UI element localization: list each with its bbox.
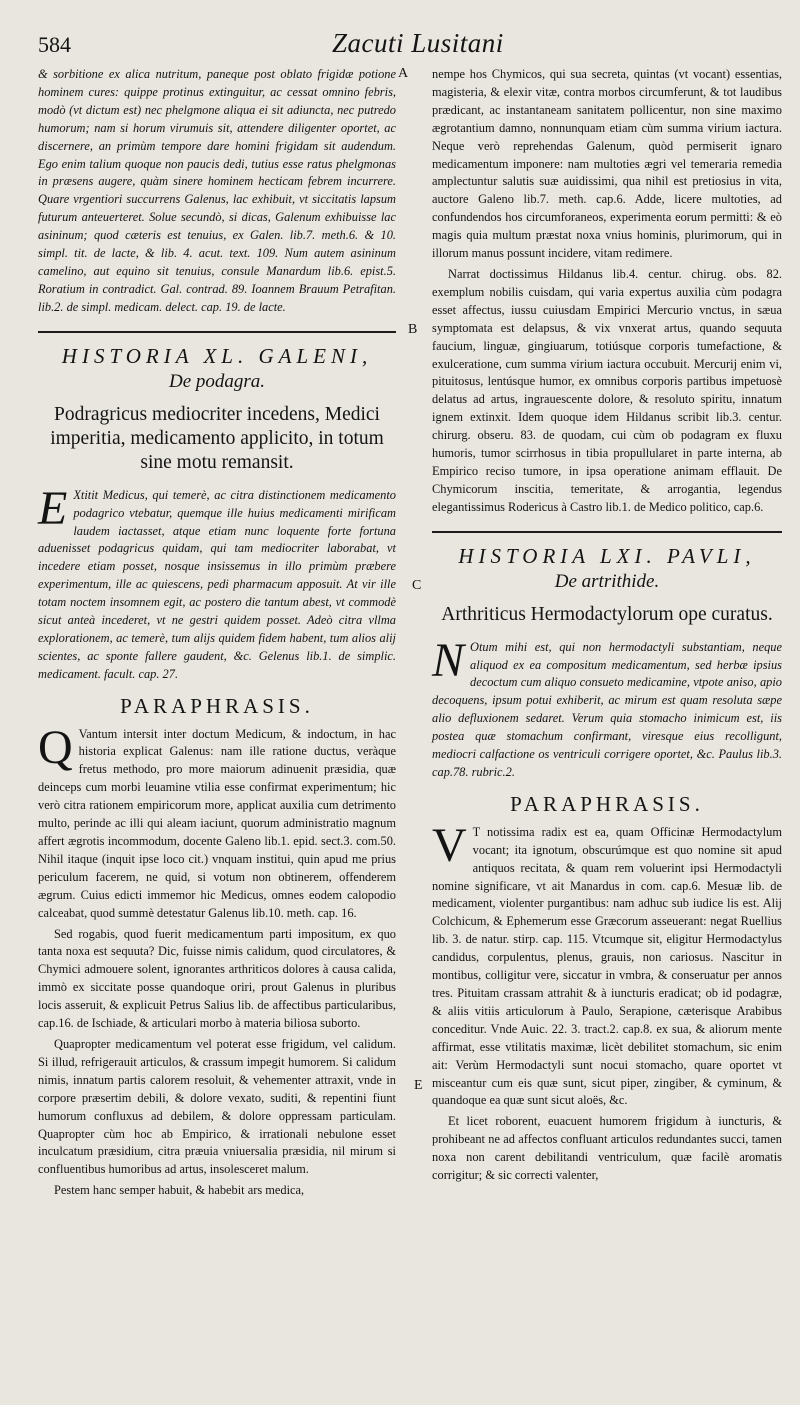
paraphrasis-paragraph-1 [38, 720, 396, 923]
section-rule [432, 531, 782, 533]
history-text [432, 633, 782, 782]
section-rule [38, 331, 396, 333]
paraphrasis-heading: PARAPHRASIS. [510, 791, 704, 816]
drop-cap: N [432, 633, 465, 687]
right-column [432, 66, 782, 1188]
history-title: Arthriticus Hermodactylorum ope curatus. [441, 603, 773, 625]
margin-letter-c: C [412, 578, 422, 593]
right-paragraph-1: nempe hos Chymicos, qui sua secreta, quintas (vt vocant) essentias, magisteria, & elexir vitæ, contra morbos circumferunt, & tot laudibus prædicant, ac instantaneam sanitatem pollicentur, non sine maximo ægrotantium damno, nonnunquam etiam cùm summa virium iactura. Neque verò reprehendas Galenum, quòd permiserit ignaro medicamentum imponere: nam multoties ægri vel temeraria remedia amplectuntur salutis suæ auidissimi, qua nihil est pretiosius in vita, auctore Galeno lib.7. meth. cap.6. Adde, licere multoties, ad confundendos hos circumforaneos, experimenta eorum permitti: & eò magis quia multum præstat noxa vnius hominis, plurimorum, qui in illorum manus possunt incidere, vitam redimere. [432, 67, 782, 261]
history-title: Podragricus mediocriter incedens, Medici imperitia, medicamento applicito, in totum sine motu remansit. [50, 403, 384, 473]
paraphrasis-paragraph-4: Pestem hanc semper habuit, & habebit ars medica, [54, 1183, 305, 1198]
margin-letter-b: B [408, 322, 418, 337]
page-number: 584 [38, 32, 71, 57]
left-paragraph-1: & sorbitione ex alica nutritum, paneque post oblato frigidæ potione hominem cures: quippe protinus extinguitur, ac cessat omnino febris, modò (vt dictum est) nec phelgmone aliqua ei sit adiuncta, nec putredo humorum; nam si horum virumuis sit, attendere diligenter oportet, ac discernere, an primùm tempore dare homini frigidam sit audendum. Ego enim talium quoque non paucis dedi, tutius esse ratus phelgmonas in præsens augere, quàm sinere hominem hecticam febrem incurrere. Quare vrgentiori succurrens Galenus, lac exhibuit, vt siccitatis lapsum futurum anteuerteret. Solue secundò, si dicas, Galenum exhibuisse lac asininum; quod cæteris est tenuius, ex Galen. lib.7. meth.6. & 10. simpl. tit. de lacte, & lib. 4. acut. text. 109. Num autem asininum camelino, aut equino sit tenuius, consule Manardum lib.6. epist.5. Roratium in contradict. Gal. contrad. 89. Ioannem Brauum Petrafitan. lib.2. de simpl. medicam. delect. cap. 19. de lacte. [38, 67, 396, 314]
paraphrasis-heading: PARAPHRASIS. [120, 693, 314, 718]
history-text-body: Otum mihi est, qui non hermodactyli substantiam, neque aliquod ex ea compositum medicamentum, sed herbæ ipsius decoctum cum aliquo consueto medicamine, vtpote aniso, apio decoquens, ipsum potui exhiberit, ac mirum est quam resoluta sæpe alio defluxionem sedaret. Verum quia stomacho inimicum est, iis postea quæ stomachum confirmant, viresque eius recolligunt, mediocri calfactione os ventriculi corrigere oportet, &c. Paulus lib.3. cap.78. rubric.2. [432, 639, 782, 779]
history-subheading: De podagra. [168, 370, 266, 392]
drop-cap: E [38, 481, 68, 535]
paraphrasis-paragraph-3: Quapropter medicamentum vel poterat esse frigidum, vel calidum. Si illud, refrigerauit articulos, & crassum impegit humorem. Si calidum nimis, innatum partis calorem resoluit, & vehementer attraxit, vnde in corpore præsertim debili, & dolore vexato, suditi, & repentini fiunt humorum confluxus ad debilem, & dolore oppressam particulam. Quapropter cùm hoc ab Empirico, & irrationali nebulone esset inculcatum præsidium, citra præuia vniuersalia præsidia, nil mirum si confluentibus humoribus ad artus, insolesceret malum. [38, 1036, 396, 1177]
running-title: Zacuti Lusitani [332, 28, 504, 58]
paraphrasis-paragraph-1 [432, 818, 782, 1111]
paraphrasis-paragraph-2: Sed rogabis, quod fuerit medicamentum parti impositum, ex quo tanta noxa est sequuta? Dic, fuisse nimis calidum, quod circulatores, & Chymici admouere solent, ignorantes arthriticos dolores à causa calida, immò ex siccitate posse quandoque oriri, prout Galenus in pluribus locis asseruit, & explicuit Petrus Salius lib. de affectibus particularibus, cap.16. de Ischiade, & articulari morbo à materia biliosa suborto. [38, 926, 396, 1031]
right-paragraph-2: Narrat doctissimus Hildanus lib.4. centur. chirug. obs. 82. exemplum nobilis cuisdam, qui varia expertus auxilia cùm podagra esset affectus, iussu cuiusdam Empirici Mercurio vnctus, in sæua symptomata est delapsus, & vix vnxerat artus, quando sequuta faucium, linguæ, gingiuarum, totiúsque corporis tumefactione, & exulceratione, cum summa virium iactura occubuit. Mercurij enim vi, pituitosus, lentúsque humor, ex omnibus corporis partibus impetuosè delatus ad artus, ingrauescente dolore, & resoluto spiritu, innatum ignem extinxit. Idem quoque idem Hildanus scribit lib.3. centur. chirurg. obseru. 83. de quodam, cui cùm ob podagram ex fluxu humoris, tumor scirrhosus in tibia propullularet in parte interna, ab Empirico reciso tumore, in ipsa operatione animam efflauit. De Chymicorum inscitia, temeritate, & arrogantia, legendus elegantissimus Rodericus à Castro lib.1. de Medico politico, cap.6. [432, 266, 782, 514]
margin-letter-e: E [414, 1078, 423, 1093]
paraphrasis-paragraph-1-body: T notissima radix est ea, quam Officinæ Hermodactylum vocant; ita ignotum, obscurúmque est quo nomine sit apud antiquos recitata, & quam rem voluerint ipsi Hermodactyli nomine significare, vt ait Manardus in com. cap.6. Mesuæ lib. de medicament, violenter purgantibus: nam adhuc sub iudice lis est. Alij Colchicum, & Ephemerum esse Græcorum asseuerant: negat Ruellius lib. 3. de natur. stirp. cap. 115. Vtcumque sit, eligitur Hermodactylus candidus, corpulentus, plenus, grauis, non cariosus. Nascitur in montibus, colligitur vere, siccatur in vmbra, & conseruatur per annos tres. Pituitam crassam attrahit & à iuncturis eradicat; ob id podagræ, & aliis vitiis articulorum à Paulo, Serapione, cæterisque Arabibus conceditur. Vnde Auic. 22. 3. tract.2. cap.8. ex sua, & aliorum mente affirmat, esse vtilitatis maximæ, licèt debilitet stomachum, sic enim ait: Verùm Hermodactyli sunt nocui stomacho, quare oportet vt misceantur cum eis quæ sunt, sicut piper, zingiber, & cyminum, & quandoque ea quæ sunt sicut aloës, &c. [432, 824, 782, 1108]
history-text [38, 481, 396, 684]
paraphrasis-paragraph-1-body: Vantum intersit inter doctum Medicum, & indoctum, in hac historia explicat Galenus: nam ille ratione ductus, veràque fretus methodo, pro more maiorum adinuenit præsidia, quæ deinceps cum morbi leuamine vtilia esse confirmat experimentum; hic verò citra rationem empiricorum more, applicat auxilia cum detrimento multo, perinde ac illi qui aleam iaciunt, quorum administratio magnum affert ægrotis incommodum, docente Galeno lib.1. epid. sect.3. com.50. Nihil itaque (inquit ipse loco cit.) vnquam institui, quin apud me prius periculum facerem, ne quid, si votum non obtinerem, offenderem ægrum. Cuius edicti immemor hic Medicus, omnes eodem calopodio calceabat, quod summè detestatur Galenus lib.10. meth. cap. 16. [38, 726, 396, 920]
left-column [38, 66, 396, 1203]
drop-cap: Q [38, 720, 73, 774]
history-text-body: Xtitit Medicus, qui temerè, ac citra distinctionem medicamento podagrico vtebatur, quemque ille huius medicamenti mirificam laudem iactasset, atque etiam nunc loquente forte fortuna aduenisset podagricus quidam, qui tam mediocriter laborabat, vt incedere etiam posset, nosque insissemus in illo primùm præbere experimentum, ille ac quiescens, pedi pharmacum apposuit. At vir ille totam noctem insomnem egit, ac postero die tantum abest, vt commodè sicut anteà incederet, vt ne gestri quidem posset. Adeò citra vllma explorationem, ac temerè, tum alijs quidem fidem habent, tum alios alij scientes, ac sponte fallere gaudent, &c. Gelenus lib.1. de simplic. medicament. facult. cap. 27. [38, 487, 396, 681]
paraphrasis-paragraph-2: Et licet roborent, euacuent humorem frigidum à iuncturis, & prohibeant ne ad affectos confluant articulos redundantes succi, tamen noxa non carent debilitandi ventriculum, quæ facilè aromatis corrigitur; & sic correcti valenter, [432, 1114, 782, 1183]
drop-cap: V [432, 818, 467, 872]
history-heading: HISTORIA LXI. PAVLI, [458, 543, 756, 568]
page-header [0, 14, 800, 56]
history-heading: HISTORIA XL. GALENI, [61, 343, 373, 368]
margin-letter-a: A [398, 66, 409, 81]
history-subheading: De artrithide. [554, 570, 660, 592]
